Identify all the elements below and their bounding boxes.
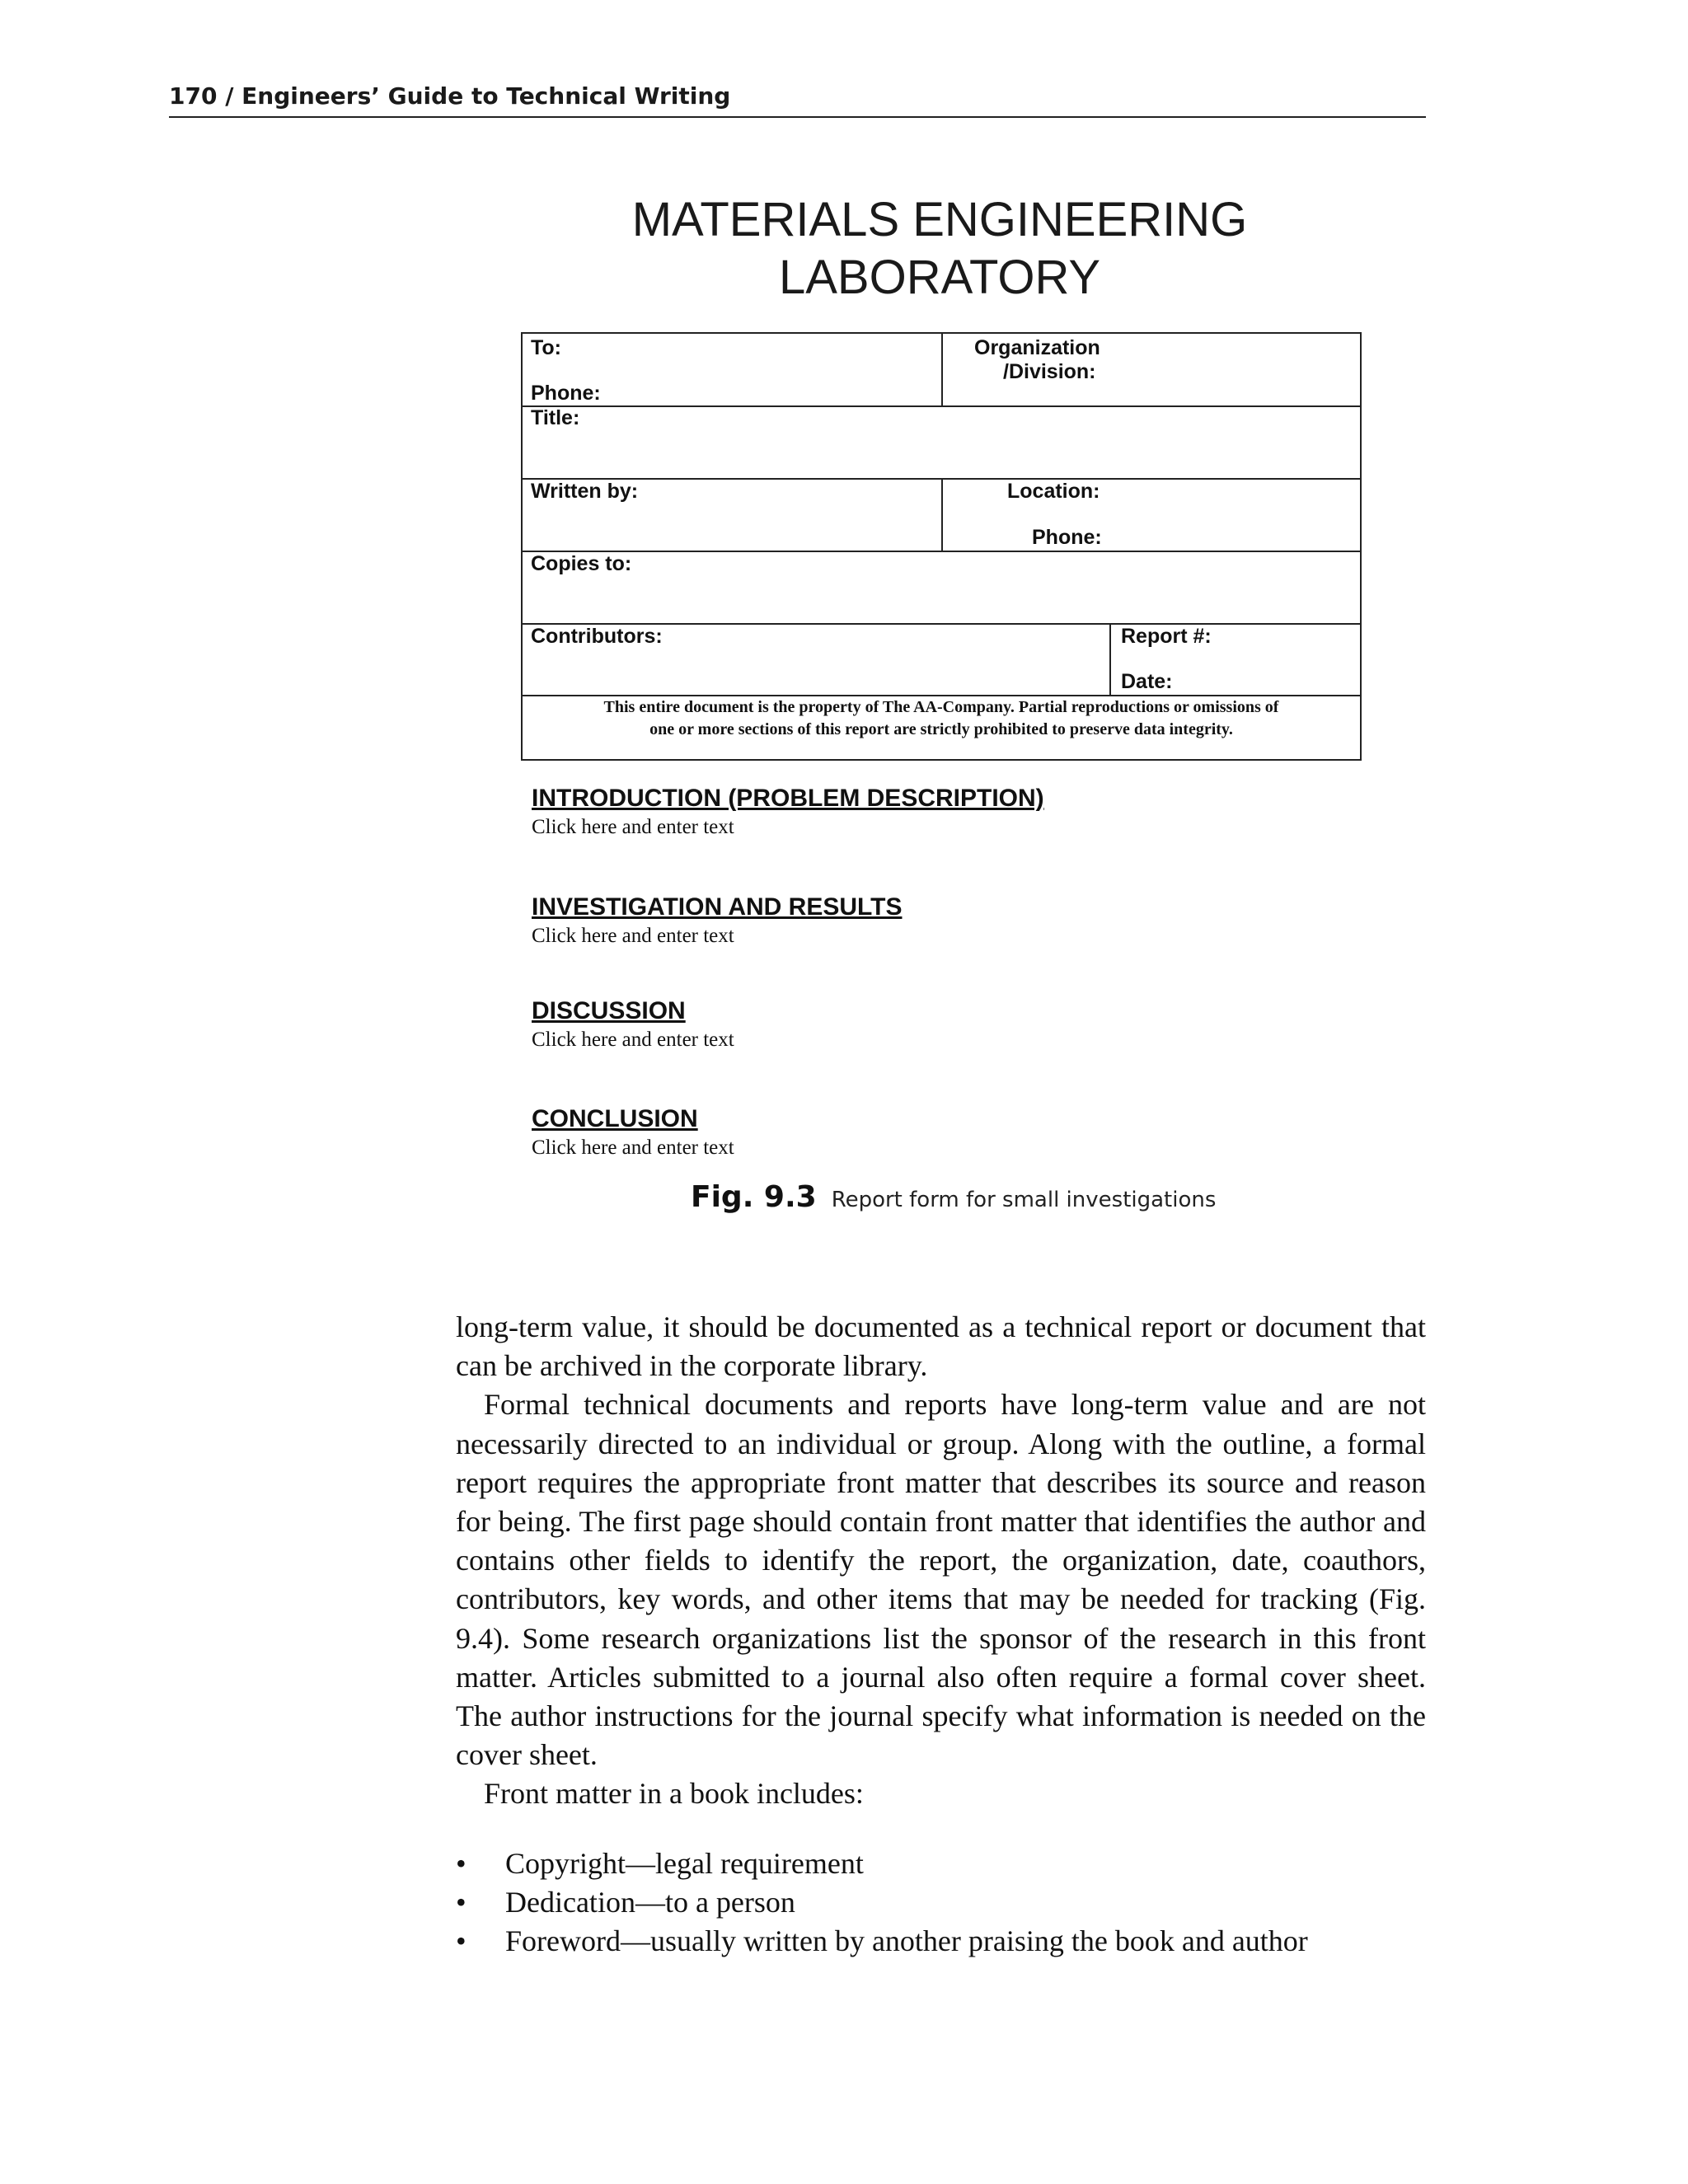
form-divider xyxy=(1109,623,1111,695)
form-divider xyxy=(941,478,943,551)
figure-label: Fig. 9.3 xyxy=(691,1180,817,1214)
written-by-field[interactable]: Written by: xyxy=(531,480,639,503)
notice-line-1: This entire document is the property of The AA-Company. Partial reproductions or omissions of xyxy=(603,698,1279,716)
section-placeholder-discussion[interactable]: Click here and enter text xyxy=(532,1029,734,1051)
list-item xyxy=(456,1844,1426,1883)
form-title-line-1: MATERIALS ENGINEERING xyxy=(631,193,1248,246)
bullet-icon: • xyxy=(456,1924,467,1958)
paragraph: Formal technical documents and reports have long-term value and are not necessarily directed to an individual or group. Along with the outline, a formal report requires the appropriate front matter that describes its source and reason for being. The first page should contain front matter that identifies the author and contains other fields to identify the report, the organization, date, coauthors, contributors, key words, and other items that may be needed for tracking (Fig. 9.4). Some research organizations list the sponsor of the research in this front matter. Articles submitted to a journal also often require a formal cover sheet. The author instructions for the journal specify what information is needed on the cover sheet. xyxy=(456,1388,1426,1772)
title-field[interactable]: Title: xyxy=(531,406,580,429)
section-placeholder-conclusion[interactable]: Click here and enter text xyxy=(532,1137,734,1159)
report-number-field[interactable]: Report #: xyxy=(1121,625,1212,648)
section-heading-conclusion: CONCLUSION xyxy=(532,1105,698,1132)
form-title xyxy=(519,191,1360,307)
form-rule xyxy=(523,405,1360,407)
paragraph: long-term value, it should be documented as a technical report or document that can be archived in the corporate library. xyxy=(456,1310,1426,1383)
section-placeholder-introduction[interactable]: Click here and enter text xyxy=(532,816,734,838)
list-item xyxy=(456,1883,1426,1922)
section-heading-investigation: INVESTIGATION AND RESULTS xyxy=(532,893,903,921)
bullet-icon: • xyxy=(456,1847,467,1880)
date-field[interactable]: Date: xyxy=(1121,670,1173,693)
division-field[interactable]: /Division: xyxy=(1003,360,1096,383)
section-heading-discussion: DISCUSSION xyxy=(532,997,686,1024)
figure-caption-text: Report form for small investigations xyxy=(831,1188,1217,1212)
paragraph: Front matter in a book includes: xyxy=(484,1777,864,1811)
phone-field[interactable]: Phone: xyxy=(531,382,601,405)
report-form xyxy=(521,332,1362,761)
bullet-icon: • xyxy=(456,1886,467,1919)
running-head: 170 / Engineers’ Guide to Technical Writing xyxy=(169,82,1426,118)
form-title-line-2: LABORATORY xyxy=(778,251,1101,304)
location-phone-field[interactable]: Phone: xyxy=(1032,526,1102,549)
front-matter-list xyxy=(456,1844,1426,1961)
section-placeholder-investigation[interactable]: Click here and enter text xyxy=(532,925,734,947)
list-item xyxy=(456,1922,1426,1961)
form-divider xyxy=(941,334,943,405)
form-rule xyxy=(523,551,1360,552)
contributors-field[interactable]: Contributors: xyxy=(531,625,663,648)
list-item-text: Copyright—legal requirement xyxy=(505,1847,864,1880)
section-heading-introduction: INTRODUCTION (PROBLEM DESCRIPTION) xyxy=(532,785,1044,812)
copies-to-field[interactable]: Copies to: xyxy=(531,552,632,575)
property-notice xyxy=(523,696,1360,741)
list-item-text: Dedication—to a person xyxy=(505,1886,795,1919)
notice-line-2: one or more sections of this report are strictly prohibited to preserve data integrity. xyxy=(649,720,1233,738)
body-text xyxy=(456,1308,1426,1814)
location-field[interactable]: Location: xyxy=(1007,480,1100,503)
to-field[interactable]: To: xyxy=(531,336,562,359)
figure-caption xyxy=(691,1180,1216,1214)
list-item-text: Foreword—usually written by another praising the book and author xyxy=(505,1924,1308,1958)
organization-field[interactable]: Organization xyxy=(974,336,1100,359)
